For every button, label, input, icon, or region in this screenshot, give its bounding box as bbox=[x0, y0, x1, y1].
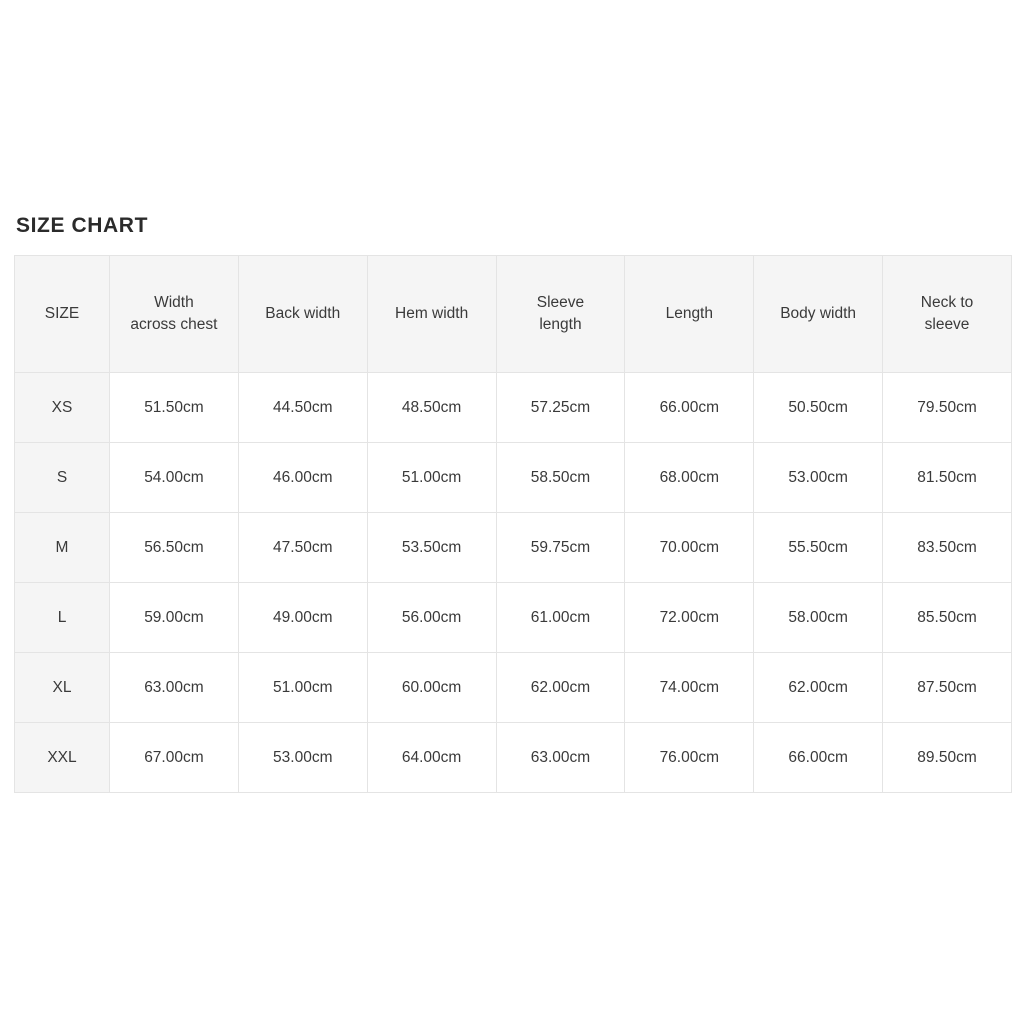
table-cell bbox=[883, 443, 1012, 513]
size-chart-table bbox=[14, 255, 1012, 793]
cell-value: 63.00cm bbox=[530, 748, 591, 766]
cell-value: 55.50cm bbox=[788, 538, 848, 556]
table-cell bbox=[238, 583, 367, 653]
table-cell bbox=[754, 373, 883, 443]
table-cell bbox=[110, 443, 239, 513]
table-header-row bbox=[15, 256, 1012, 373]
cell-value: L bbox=[57, 608, 67, 626]
column-header-body-width-label: Body width bbox=[780, 304, 857, 322]
table-cell bbox=[625, 723, 754, 793]
cell-value: 70.00cm bbox=[659, 538, 720, 556]
cell-value: 56.50cm bbox=[144, 538, 204, 556]
table-cell bbox=[367, 373, 496, 443]
table-cell bbox=[367, 443, 496, 513]
cell-value: 67.00cm bbox=[144, 748, 204, 766]
cell-value: 59.00cm bbox=[144, 608, 204, 626]
column-header-width-across-chest-label: Width across chest bbox=[130, 293, 218, 333]
cell-value: XXL bbox=[47, 748, 77, 766]
column-header-length-label: Length bbox=[665, 304, 713, 322]
table-cell bbox=[110, 653, 239, 723]
cell-value: 50.50cm bbox=[788, 398, 848, 416]
table-cell bbox=[883, 513, 1012, 583]
cell-value: 54.00cm bbox=[144, 468, 204, 486]
table-cell bbox=[238, 513, 367, 583]
cell-value: 48.50cm bbox=[401, 398, 462, 416]
row-header-xxl bbox=[15, 723, 110, 793]
table-cell bbox=[110, 723, 239, 793]
cell-value: 58.50cm bbox=[530, 468, 591, 486]
table-header bbox=[15, 256, 1012, 373]
table-cell bbox=[367, 723, 496, 793]
table-cell bbox=[238, 653, 367, 723]
column-header-length bbox=[625, 256, 754, 373]
cell-value: XS bbox=[51, 398, 73, 416]
column-header-width-across-chest bbox=[110, 256, 239, 373]
column-header-size bbox=[15, 256, 110, 373]
table-cell bbox=[238, 723, 367, 793]
table-row bbox=[15, 513, 1012, 583]
table-cell bbox=[754, 443, 883, 513]
table-cell bbox=[367, 653, 496, 723]
cell-value: 66.00cm bbox=[788, 748, 848, 766]
cell-value: 63.00cm bbox=[144, 678, 204, 696]
table-row bbox=[15, 583, 1012, 653]
row-header-m bbox=[15, 513, 110, 583]
row-header-xl bbox=[15, 653, 110, 723]
cell-value: 49.00cm bbox=[273, 608, 333, 626]
table-cell bbox=[625, 443, 754, 513]
table-cell bbox=[754, 723, 883, 793]
table-cell bbox=[625, 583, 754, 653]
table-cell bbox=[496, 373, 625, 443]
cell-value: 51.00cm bbox=[273, 678, 333, 696]
column-header-neck-to-sleeve-label: Neck to sleeve bbox=[920, 293, 974, 333]
table-cell bbox=[496, 723, 625, 793]
cell-value: 72.00cm bbox=[659, 608, 720, 626]
cell-value: 53.00cm bbox=[788, 468, 848, 486]
cell-value: 89.50cm bbox=[917, 748, 977, 766]
table-cell bbox=[754, 513, 883, 583]
table-row bbox=[15, 653, 1012, 723]
page-title: SIZE CHART bbox=[16, 214, 148, 237]
cell-value: 66.00cm bbox=[659, 398, 720, 416]
cell-value: 59.75cm bbox=[530, 538, 591, 556]
cell-value: 53.50cm bbox=[401, 538, 462, 556]
table-cell bbox=[883, 723, 1012, 793]
cell-value: 46.00cm bbox=[273, 468, 333, 486]
table-cell bbox=[754, 653, 883, 723]
table-cell bbox=[496, 653, 625, 723]
cell-value: 81.50cm bbox=[917, 468, 977, 486]
table-cell bbox=[496, 583, 625, 653]
cell-value: M bbox=[55, 538, 69, 556]
cell-value: 83.50cm bbox=[917, 538, 977, 556]
cell-value: 51.50cm bbox=[144, 398, 204, 416]
table-row bbox=[15, 723, 1012, 793]
row-header-l bbox=[15, 583, 110, 653]
cell-value: 57.25cm bbox=[530, 398, 591, 416]
cell-value: 62.00cm bbox=[530, 678, 591, 696]
table-cell bbox=[625, 373, 754, 443]
table-row bbox=[15, 443, 1012, 513]
cell-value: 74.00cm bbox=[659, 678, 720, 696]
table-cell bbox=[238, 373, 367, 443]
cell-value: 79.50cm bbox=[917, 398, 977, 416]
table-row bbox=[15, 373, 1012, 443]
column-header-sleeve-length-label: Sleeve length bbox=[536, 293, 585, 333]
cell-value: 44.50cm bbox=[273, 398, 333, 416]
table-body bbox=[15, 373, 1012, 793]
table-cell bbox=[110, 513, 239, 583]
cell-value: 64.00cm bbox=[401, 748, 462, 766]
column-header-back-width-label: Back width bbox=[265, 304, 341, 322]
column-header-size-label: SIZE bbox=[44, 304, 80, 322]
row-header-s bbox=[15, 443, 110, 513]
table-cell bbox=[238, 443, 367, 513]
cell-value: 58.00cm bbox=[788, 608, 848, 626]
cell-value: 47.50cm bbox=[273, 538, 333, 556]
table-cell bbox=[625, 513, 754, 583]
row-header-xs bbox=[15, 373, 110, 443]
table-cell bbox=[496, 443, 625, 513]
column-header-hem-width bbox=[367, 256, 496, 373]
size-chart-container bbox=[14, 214, 1012, 793]
cell-value: 61.00cm bbox=[530, 608, 591, 626]
cell-value: XL bbox=[52, 678, 72, 696]
cell-value: 62.00cm bbox=[788, 678, 848, 696]
cell-value: 68.00cm bbox=[659, 468, 720, 486]
table-cell bbox=[883, 653, 1012, 723]
cell-value: S bbox=[56, 468, 68, 486]
cell-value: 56.00cm bbox=[401, 608, 462, 626]
table-cell bbox=[625, 653, 754, 723]
cell-value: 60.00cm bbox=[401, 678, 462, 696]
column-header-hem-width-label: Hem width bbox=[395, 304, 469, 322]
column-header-sleeve-length bbox=[496, 256, 625, 373]
table-cell bbox=[496, 513, 625, 583]
cell-value: 87.50cm bbox=[917, 678, 977, 696]
cell-value: 51.00cm bbox=[401, 468, 462, 486]
table-cell bbox=[883, 583, 1012, 653]
column-header-neck-to-sleeve bbox=[883, 256, 1012, 373]
column-header-body-width bbox=[754, 256, 883, 373]
cell-value: 76.00cm bbox=[659, 748, 720, 766]
column-header-back-width bbox=[238, 256, 367, 373]
table-cell bbox=[367, 513, 496, 583]
table-cell bbox=[367, 583, 496, 653]
cell-value: 53.00cm bbox=[273, 748, 333, 766]
table-cell bbox=[110, 583, 239, 653]
cell-value: 85.50cm bbox=[917, 608, 977, 626]
table-cell bbox=[754, 583, 883, 653]
table-cell bbox=[883, 373, 1012, 443]
table-cell bbox=[110, 373, 239, 443]
